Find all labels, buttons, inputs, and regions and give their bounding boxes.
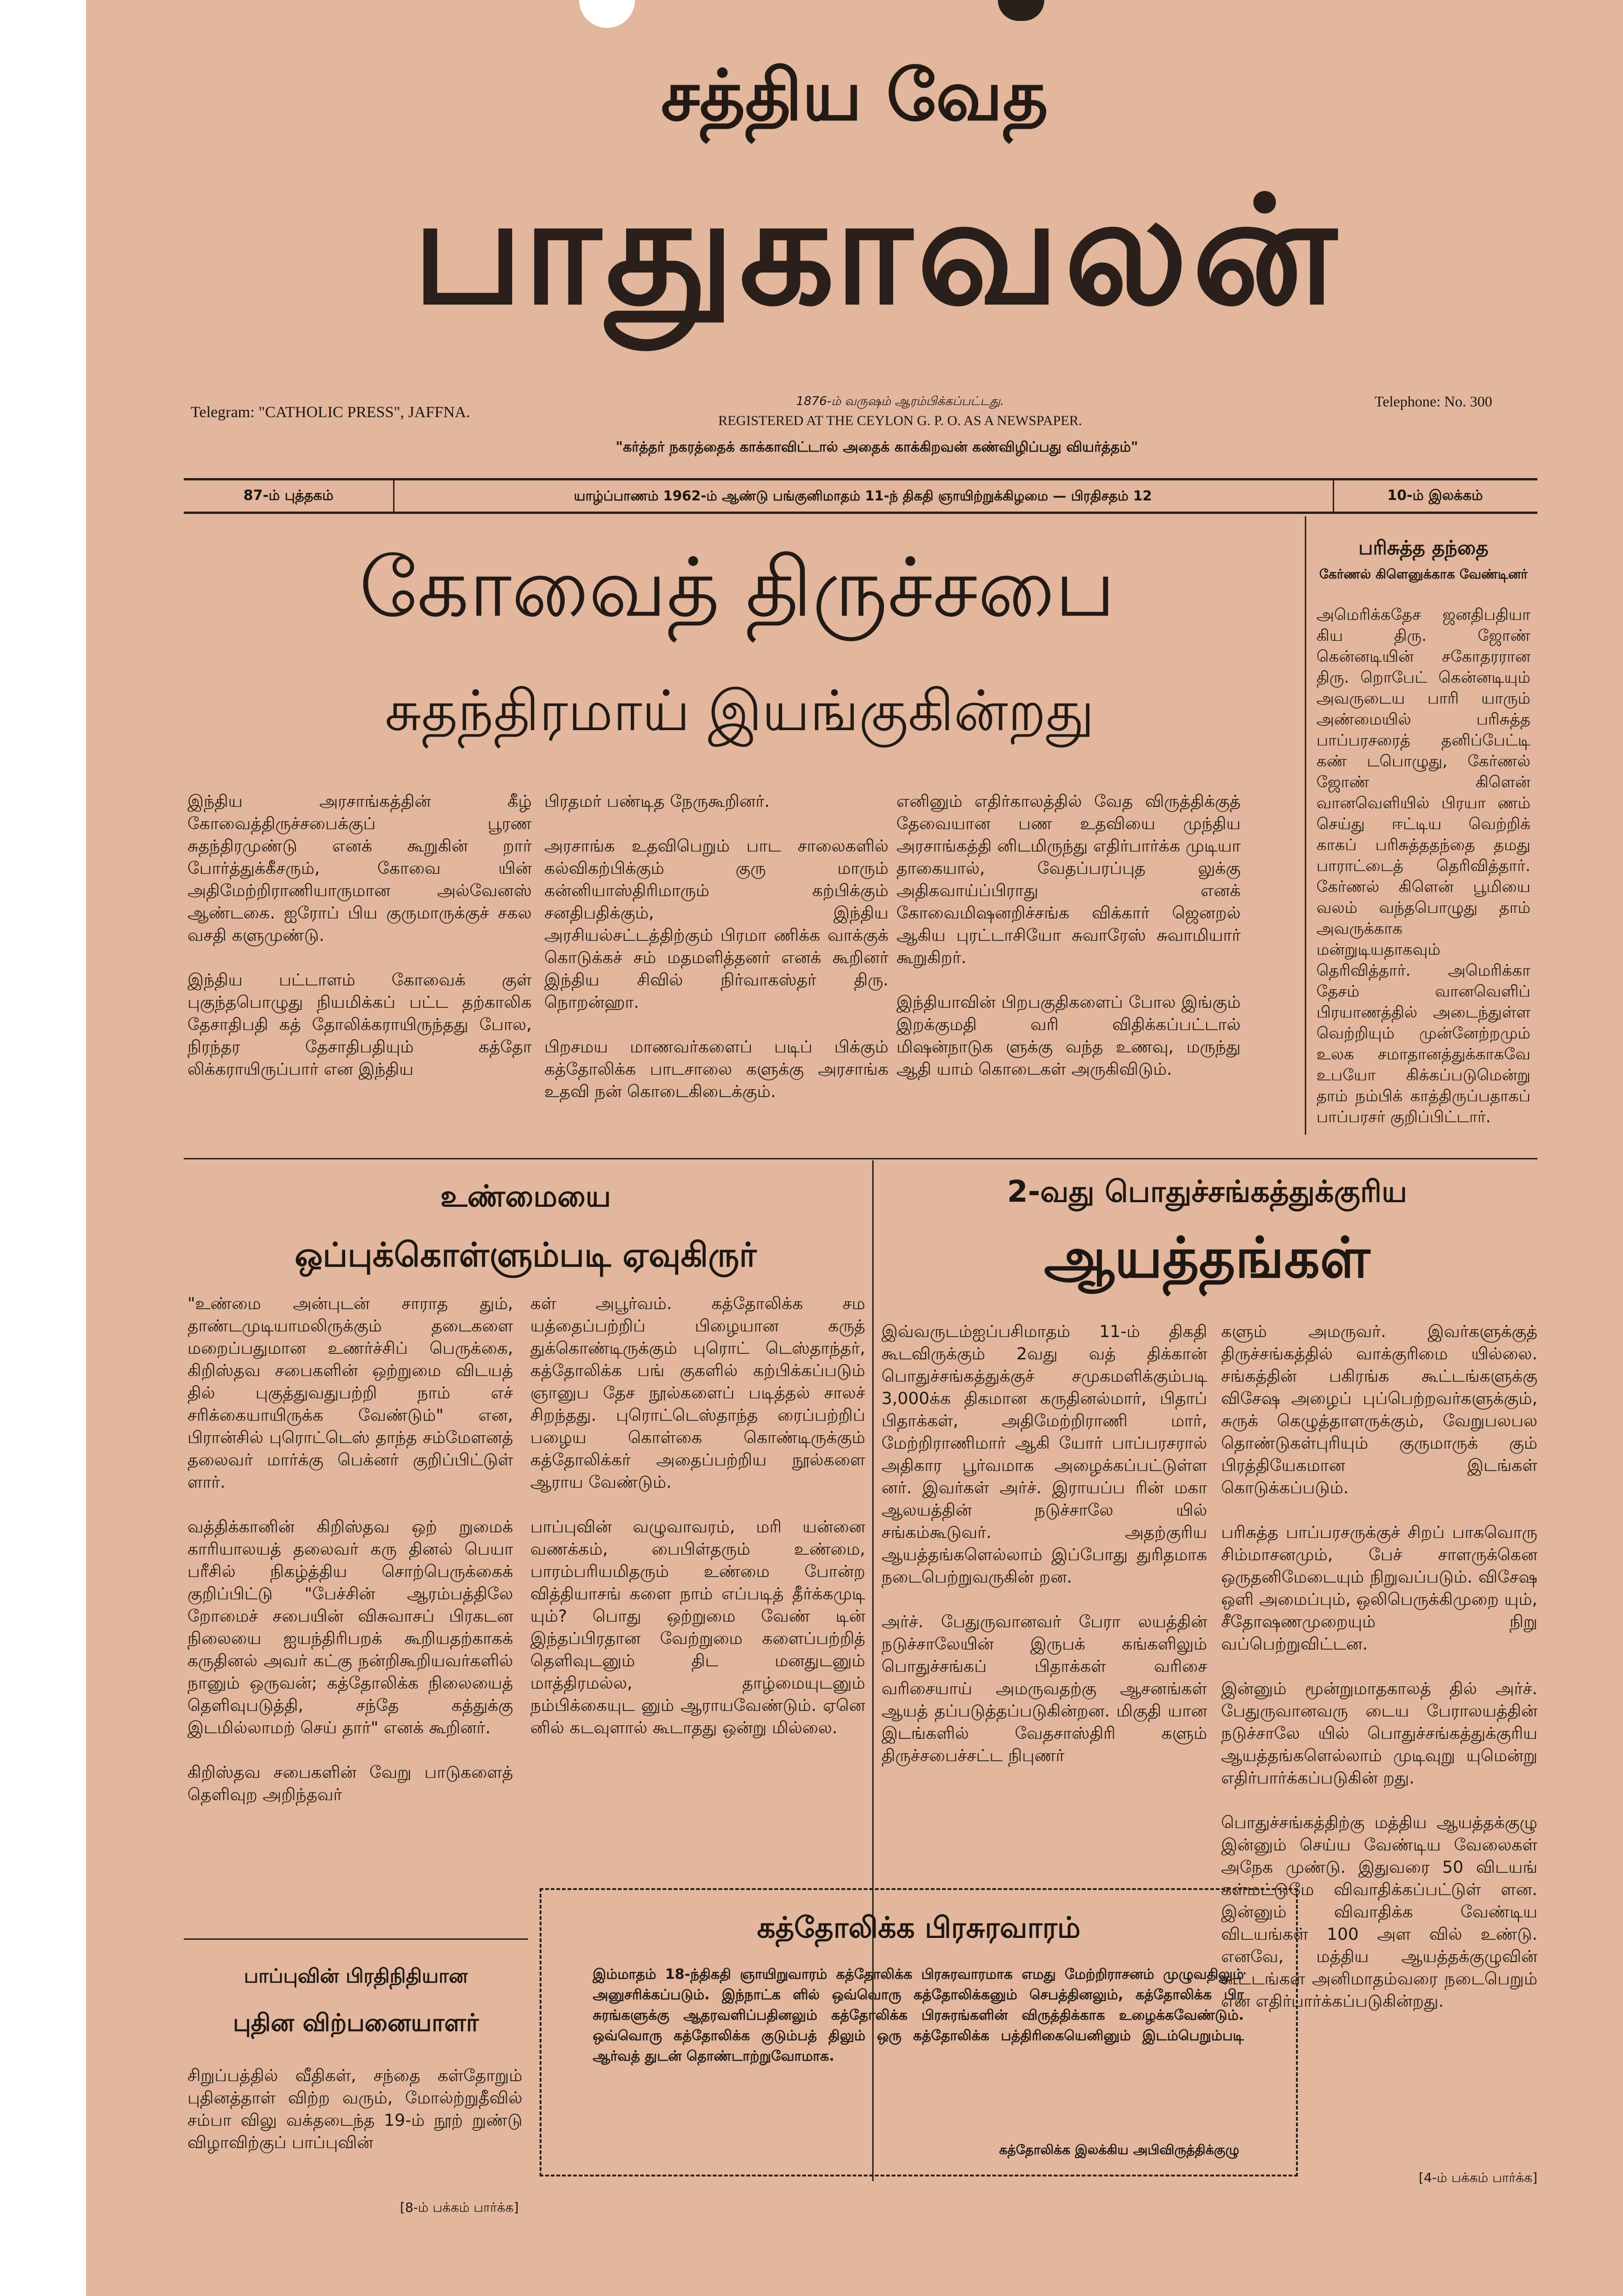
volume-label: 87-ம் புத்தகம் — [243, 487, 334, 504]
press-week-body: இம்மாதம் 18-ந்திகதி ஞாயிறுவாரம் கத்தோலிக்க பிரசுரவாரமாக எமது மேற்றிராசனம் முழுவதிலும் அனுசரிக்கப்படும். இந்நாட்க ளில் ஒவ்வொரு கத்தோலிக்கனும் செபத்தினலும், கத்தோலிக்க பிர சுரங்களுக்கு ஆதரவளிப்பதினலும் கத்தோலிக்க பிரசுரங்களின் விருத்திக்காக உழைக்கவேண்டும். ஒவ்வொரு கத்தோலிக்க குடும்பத் திலும் ஒரு கத்தோலிக்க பத்திரிகையெனினும் இடம்பெறும்படி ஆர்வத் துடன் தொண்டாற்றுவோமாக. — [593, 1966, 1244, 2064]
dateline-rule-bottom — [184, 512, 1537, 514]
section-rule — [184, 1158, 1537, 1159]
dateline-rule-top — [184, 478, 1537, 480]
press-week-signature: கத்தோலிக்க இலக்கிய அபிவிருத்திக்குழு — [999, 2142, 1239, 2157]
press-week-headline: கத்தோலிக்க பிரசுரவாரம் — [757, 1910, 1081, 1944]
telegram-line: Telegram: "CATHOLIC PRESS", JAFFNA. — [191, 404, 470, 421]
issue-label: 10-ம் இலக்கம் — [1387, 487, 1483, 504]
council-headline-1: 2-வது பொதுச்சங்கத்துக்குரிய — [1007, 1175, 1407, 1209]
newspaper-page — [86, 0, 1623, 2296]
date-line: யாழ்ப்பாணம் 1962-ம் ஆண்டு பங்குனிமாதம் 11-ந் திகதி ஞாயிற்றுக்கிழமை — பிரதிசதம் 12 — [574, 488, 1152, 504]
masthead-subtitle: சத்திய வேத — [661, 54, 1049, 136]
telephone-line: Telephone: No. 300 — [1375, 393, 1492, 410]
pope-headline: கேர்ணல் கிளெனுக்காக வேண்டினர் — [1319, 566, 1528, 582]
lead-column-2: பிரதமர் பண்டித நேருகூறினர். அரசாங்க உதவிபெறும் பாட சாலைகளில் கல்விகற்பிக்கும் குரு மாரும் கன்னியாஸ்திரிமாரும் கற்பிக்கும் சனதிபதிக்கும், இந்திய அரசியல்சட்டத்திற்கும் பிரமா ணிக்க வாக்குக் கொடுக்கச் சம் மதமளித்தனர் எனக் கூறினர் இந்திய சிவில் நிர்வாகஸ்தர் திரு. நொறன்ஹா. பிறசமய மாணவர்களைப் படிப் பிக்கும் கத்தோலிக்க பாடசாலை களுக்கு அரசாங்க உதவி நன் கொடைகிடைக்கும். — [544, 792, 888, 1101]
pope-body: அமெரிக்கதேச ஜனதிபதியா கிய திரு. ஜோண் கென்னடியின் சகோதரரான திரு. றொபேட் கென்னடியும் அவருடைய பாரி யாரும் அண்மையில் பரிசுத்த பாப்பரசரைத் தனிப்பேட்டி கண் டபொழுது, கேர்ணல் ஜோண் கிளென் வானவெளியில் பிரயா ணம் செய்து ஈட்டிய வெற்றிக் காகப் பரிசுத்ததந்தை தமது பாராட்டைத் தெரிவித்தார். கேர்ணல் கிளென் பூமியை வலம் வந்தபொழுது தாம் அவருக்காக மன்றுடியதாகவும் தெரிவித்தார். அமெரிக்கா தேசம் வானவெளிப் பிரயாணத்தில் அடைந்துள்ள வெற்றியும் முன்னேற்றமும் உலக சமாதானத்துக்காகவே உபயோ கிக்கப்படுமென்று தாம் நம்பிக் காத்திருப்பதாகப் பாப்பரசர் குறிப்பிட்டார். — [1316, 606, 1530, 1126]
masthead-title: பாதுகாவலன் — [412, 165, 1342, 338]
binding-hole — [579, 0, 635, 28]
council-column-1: இவ்வருடம்ஐப்பசிமாதம் 11-ம் திகதி கூடவிருக்கும் 2வது வத் திக்கான் பொதுச்சங்கத்துக்குச் சமுகமளிக்கும்படி 3,000க்க திகமான கருதினல்மார், பிதாப் பிதாக்கள், அதிமேற்றிராணி மார், மேற்றிராணிமார் ஆகி யோர் பாப்பரசரால் அதிகார பூர்வமாக அழைக்கப்பட்டுள்ள னர். இவர்கள் அர்ச். இராயப்ப ரின் மகா ஆலயத்தின் நடுச்சாலே யில் சங்கம்கூடுவர். அதற்குரிய ஆயத்தங்களெல்லாம் இப்போது துரிதமாக நடைபெற்றுவருகின் றன. அர்ச். பேதுருவானவர் பேரா லயத்தின் நடுச்சாலேயின் இருபக் கங்களிலும் பொதுச்சங்கப் பிதாக்கள் வரிசை வரிசையாய் அமருவதற்கு ஆசனங்கள் ஆயத் தப்படுத்தப்படுகின்றன. மிகுதி யான இடங்களில் வேதசாஸ்திரி களும் திருச்சபைச்சட்ட நிபுணர் — [882, 1322, 1207, 1765]
dateline-divider — [393, 480, 394, 512]
truth-column-2: கள் அபூர்வம். கத்தோலிக்க சம யத்தைப்பற்றிப் பிழையான கருத் துக்கொண்டிருக்கும் புரொட் டெஸ்தாந்தர், கத்தோலிக்க பங் குகளில் கற்பிக்கப்படும் ஞானுப தேச நூல்களைப் படித்தல் சாலச் சிறந்தது. புரொட்டெஸ்தாந்த ரைப்பற்றிப் பழைய கொள்கை கொண்டிருக்கும் கத்தோலிக்கர் அதைப்பற்றிய நூல்களை ஆராய வேண்டும். பாப்புவின் வழுவாவரம், மரி யன்னை வணக்கம், பைபிள்தரும் உண்மை, பாரம்பரியமிதரும் உண்மை போன்ற வித்தியாசங் களை நாம் எப்படித் தீர்க்கமுடி யும்? பொது ஒற்றுமை வேண் டின் இந்தப்பிரதான வேற்றுமை களைப்பற்றித் தெளிவுடனும் திட மனதுடனும் மாத்திரமல்ல, தாழ்மையுடனும் நம்பிக்கையுட னும் ஆராயவேண்டும். ஏனெ னில் கடவுளால் கூடாதது ஒன்று மில்லை. — [530, 1294, 865, 1737]
council-headline-2: ஆயத்தங்கள் — [1044, 1225, 1370, 1291]
truth-column-1: "உண்மை அன்புடன் சாராத தும், தாண்டமுடியாமலிருக்கும் தடைகளை மறைப்பதுமான உணர்ச்சிப் பெருக்கை, கிறிஸ்தவ சபைகளின் ஒற்றுமை விடயத் தில் புகுத்துவதுபற்றி நாம் எச் சரிக்கையாயிருக்க வேண்டும்" என, பிரான்சில் புரொட்டெஸ் தாந்த சம்மேளனத் தலைவர் மார்க்கு பெக்னர் குறிப்பிட்டுள் ளார். வத்திக்கானின் கிறிஸ்தவ ஒற் றுமைக் காரியாலயத் தலைவர் கரு தினல் பெயா பரீசில் நிகழ்த்திய சொற்பெருக்கைக் குறிப்பிட்டு "பேச்சின் ஆரம்பத்திலே றோமைச் சபையின் விசுவாசப் பிரகடன நிலையை ஐயந்திரிபறக் கூறியதற்காகக் கருதினல் அவர் கட்கு நன்றிகூறியவர்களில் நானும் ஒருவன்; கத்தோலிக்க நிலையைத் தெளிவுபடுத்தி, சந்தே கத்துக்கு இடமில்லாமற் செய் தார்" எனக் கூறினர். கிறிஸ்தவ சபைகளின் வேறு பாடுகளைத் தெளிவுற அறிந்தவர் — [187, 1294, 513, 1804]
binding-hole — [998, 0, 1044, 21]
lead-column-3: எனினும் எதிர்காலத்தில் வேத விருத்திக்குத் தேவையான பண உதவியை முந்திய அரசாங்கத்தி னிடமிருந்து எதிர்பார்க்க முடியா தாகையால், வேதப்பரப்புத லுக்கு அதிகவாய்ப்பிராது எனக் கோவைமிஷனறிச்சங்க விக்கார் ஜெனறல் ஆகிய புரட்டாசியோ சுவாரேஸ் சுவாமியார் கூறுகிறர். இந்தியாவின் பிறபகுதிகளைப் போல இங்கும் இறக்குமதி வரி விதிக்கப்பட்டால் மிஷன்நாடுக ளுக்கு வந்த உணவு, மருந்து ஆதி யாம் கொடைகள் அருகிவிடும். — [896, 792, 1241, 1079]
vendor-kicker: பாப்புவின் பிரதிநிதியான — [244, 1964, 468, 1987]
founded-line: 1876-ம் வருஷம் ஆரம்பிக்கப்பட்டது. — [796, 394, 1004, 408]
lead-headline: கோவைத் திருச்சபை — [359, 541, 1115, 635]
vendor-headline: புதின விற்பனையாளர் — [233, 2009, 479, 2037]
vendor-continued[interactable]: [8-ம் பக்கம் பார்க்க] — [400, 2200, 519, 2215]
lead-column-1: இந்திய அரசாங்கத்தின் கீழ் கோவைத்திருச்சபைக்குப் பூரண சுதந்திரமுண்டு எனக் கூறுகின் றார் போர்த்துக்கீசரும், கோவை யின் அதிமேற்றிராணியாருமான அல்வேனஸ் ஆண்டகை. ஐரோப் பிய குருமாருக்குச் சகல வசதி களுமுண்டு. இந்திய பட்டாளம் கோவைக் குள் புகுந்தபொழுது நியமிக்கப் பட்ட தற்காலிக தேசாதிபதி கத் தோலிக்கராயிருந்தது போல, நிரந்தர தேசாதிபதியும் கத்தோ லிக்கராயிருப்பார் என இந்திய — [187, 792, 532, 1079]
lead-subhead: சுதந்திரமாய் இயங்குகின்றது — [385, 679, 1095, 744]
pope-kicker: பரிசுத்த தந்தை — [1358, 536, 1489, 559]
council-continued[interactable]: [4-ம் பக்கம் பார்க்க] — [1418, 2170, 1537, 2185]
press-week-box — [540, 1888, 1298, 2176]
vendor-body: சிறுப்பத்தில் வீதிகள், சந்தை கள்தோறும் புதினத்தாள் விற்ற வரும், மோல்ற்றுதீவில் சம்பா விலு வக்தடைந்த 19-ம் நூற் றுண்டு விழாவிற்குப் பாப்புவின் — [187, 2066, 522, 2152]
truth-headline-2: ஒப்புக்கொள்ளும்படி ஏவுகிருர் — [294, 1235, 757, 1274]
pope-column-rule — [1305, 516, 1306, 1135]
truth-headline-1: உண்மையை — [440, 1179, 611, 1214]
vendor-rule — [184, 1938, 528, 1940]
registered-line: REGISTERED AT THE CEYLON G. P. O. AS A NEWSPAPER. — [718, 413, 1082, 428]
council-column-2: களும் அமருவர். இவர்களுக்குத் திருச்சங்கத்தில் வாக்குரிமை யில்லை. சங்கத்தின் பகிரங்க கூட்டங்களுக்கு விசேஷ அழைப் புப்பெற்றவர்களுக்கும், சுருக் கெழுத்தாளருக்கும், வேறுபலபல தொண்டுகள்புரியும் குருமாருக் கும் பிரத்தியேகமான இடங்கள் கொடுக்கப்படும். பரிசுத்த பாப்பரசருக்குச் சிறப் பாகவொரு சிம்மாசனமும், பேச் சாளருக்கென ஒருதனிமேடையும் நிறுவப்படும். விசேஷ ஒளி அமைப்பும், ஒலிபெருக்கிமுறை யும், சீதோஷணமுறையும் நிறு வப்பெற்றுவிட்டன. இன்னும் மூன்றுமாதகாலத் தில் அர்ச். பேதுருவானவரு டைய பேராலயத்தின் நடுச்சாலே யில் பொதுச்சங்கத்துக்குரிய ஆயத்தங்களெல்லாம் முடிவுறு யுமென்று எதிர்பார்க்கப்படுகின் றது. பொதுச்சங்கத்திற்கு மத்திய ஆயத்தக்குழு இன்னும் செய்ய வேண்டிய வேலைகள் அநேக முண்டு. இதுவரை 50 விடயங் கள்மட்டுமே விவாதிக்கப்பட்டுள் ளன. இன்னும் விவாதிக்க வேண்டிய விடயங்கள் 100 அள வில் உண்டு. எனவே, மத்திய ஆயத்தக்குழுவின் கூட்டங்கள் அனிமாதம்வரை நடைபெறும் என எதிர்பார்க்கப்படுகின்றது. — [1221, 1322, 1537, 2011]
motto-line: "கர்த்தர் நகரத்தைக் காக்காவிட்டால் அதைக் காக்கிறவன் கண்விழிப்பது வியர்த்தம்" — [615, 439, 1138, 455]
dateline-divider — [1333, 480, 1334, 512]
